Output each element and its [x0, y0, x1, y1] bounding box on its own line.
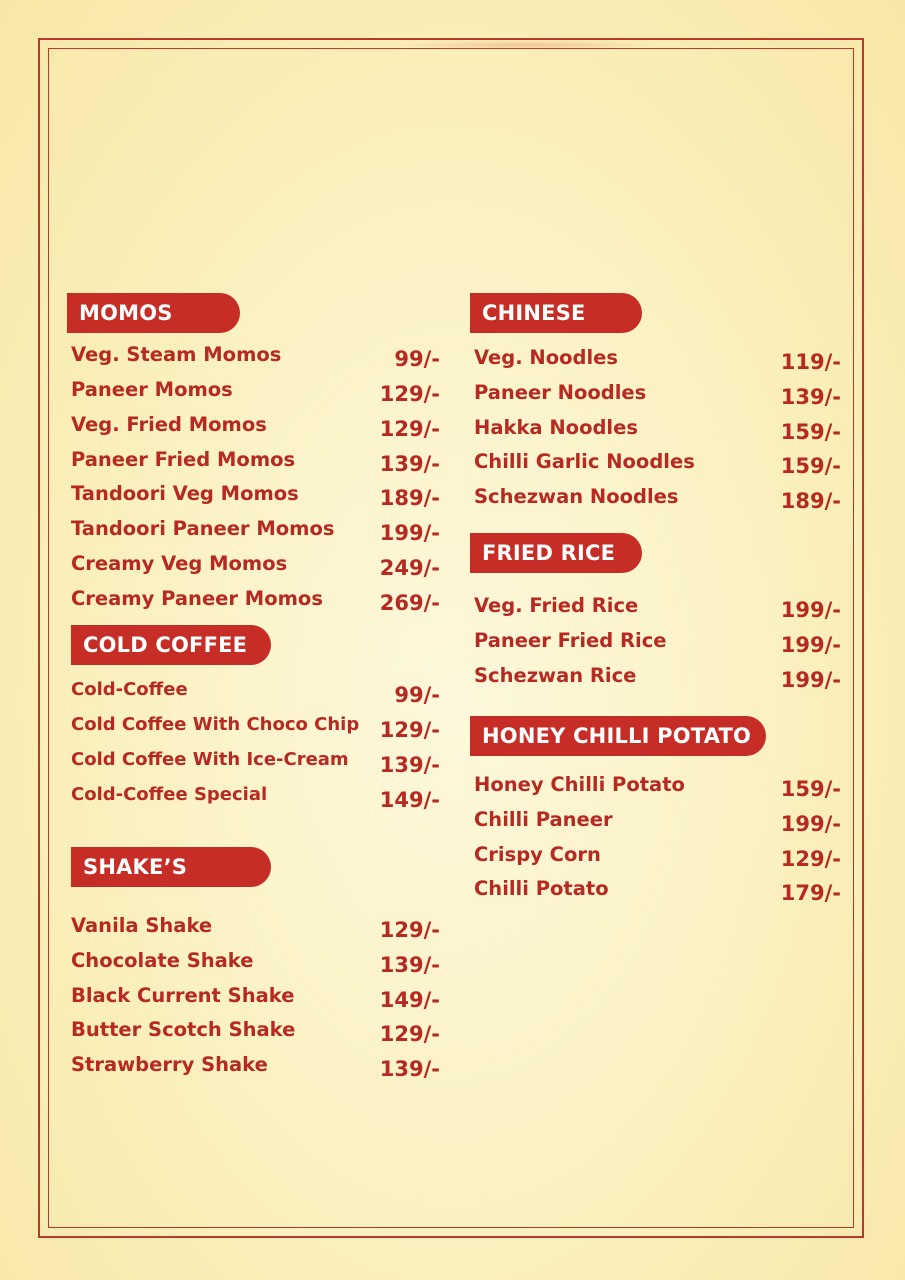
- list-item: [474, 448, 841, 482]
- section-header-chinese: CHINESE: [470, 293, 642, 333]
- item-price: 139/-: [379, 1057, 440, 1081]
- item-name: Chilli Potato: [474, 877, 609, 900]
- list-item: [71, 947, 440, 981]
- item-name: Chilli Paneer: [474, 808, 613, 831]
- list-item: [71, 1016, 440, 1050]
- item-name: Veg. Noodles: [474, 346, 618, 369]
- item-price: 199/-: [780, 633, 841, 657]
- list-item: [71, 712, 440, 746]
- section-header-momos: MOMOS: [67, 293, 240, 333]
- list-item: [71, 747, 440, 781]
- list-item: [474, 841, 841, 875]
- item-name: Tandoori Paneer Momos: [71, 517, 335, 540]
- item-price: 129/-: [379, 382, 440, 406]
- item-price: 269/-: [379, 591, 440, 615]
- list-item: [71, 912, 440, 946]
- item-name: Creamy Paneer Momos: [71, 587, 323, 610]
- list-item: [71, 341, 440, 375]
- item-price: 129/-: [379, 1022, 440, 1046]
- item-price: 139/-: [379, 753, 440, 777]
- item-price: 129/-: [379, 918, 440, 942]
- item-name: Creamy Veg Momos: [71, 552, 288, 575]
- item-price: 129/-: [780, 847, 841, 871]
- item-name: Schezwan Rice: [474, 664, 637, 687]
- item-price: 199/-: [780, 598, 841, 622]
- list-item: [474, 379, 841, 413]
- item-name: Hakka Noodles: [474, 416, 638, 439]
- item-name: Veg. Fried Rice: [474, 594, 639, 617]
- item-price: 159/-: [780, 777, 841, 801]
- list-item: [71, 1051, 440, 1085]
- item-name: Paneer Momos: [71, 378, 233, 401]
- item-name: Chilli Garlic Noodles: [474, 450, 695, 473]
- list-item: [474, 592, 841, 626]
- list-item: [71, 515, 440, 549]
- list-item: [474, 806, 841, 840]
- item-price: 99/-: [394, 683, 440, 707]
- list-item: [71, 480, 440, 514]
- item-name: Vanila Shake: [71, 914, 213, 937]
- item-price: 149/-: [379, 788, 440, 812]
- list-item: [71, 550, 440, 584]
- item-name: Black Current Shake: [71, 984, 295, 1007]
- list-item: [474, 662, 841, 696]
- item-name: Cold-Coffee: [71, 679, 188, 700]
- section-header-shakes: SHAKE’S: [71, 847, 271, 887]
- section-header-honey-chilli-potato: HONEY CHILLI POTATO: [470, 716, 766, 756]
- list-item: [474, 627, 841, 661]
- item-name: Paneer Fried Rice: [474, 629, 667, 652]
- item-price: 139/-: [379, 953, 440, 977]
- list-item: [474, 414, 841, 448]
- item-price: 139/-: [379, 452, 440, 476]
- item-price: 249/-: [379, 556, 440, 580]
- item-name: Paneer Fried Momos: [71, 448, 296, 471]
- item-name: Cold Coffee With Ice-Cream: [71, 749, 349, 770]
- item-price: 189/-: [379, 486, 440, 510]
- item-name: Crispy Corn: [474, 843, 601, 866]
- item-name: Schezwan Noodles: [474, 485, 679, 508]
- item-price: 99/-: [394, 347, 440, 371]
- section-header-cold-coffee: COLD COFFEE: [71, 625, 271, 665]
- list-item: [474, 483, 841, 517]
- item-name: Veg. Fried Momos: [71, 413, 267, 436]
- item-name: Tandoori Veg Momos: [71, 482, 299, 505]
- item-name: Cold Coffee With Choco Chip: [71, 714, 360, 735]
- item-price: 159/-: [780, 420, 841, 444]
- list-item: [71, 411, 440, 445]
- top-glow: [390, 40, 660, 50]
- item-price: 119/-: [780, 350, 841, 374]
- list-item: [71, 677, 440, 711]
- item-name: Cold-Coffee Special: [71, 784, 268, 805]
- item-name: Paneer Noodles: [474, 381, 647, 404]
- item-name: Strawberry Shake: [71, 1053, 268, 1076]
- item-price: 199/-: [379, 521, 440, 545]
- item-name: Veg. Steam Momos: [71, 343, 282, 366]
- list-item: [71, 376, 440, 410]
- item-price: 159/-: [780, 454, 841, 478]
- item-price: 179/-: [780, 881, 841, 905]
- list-item: [474, 875, 841, 909]
- list-item: [474, 771, 841, 805]
- item-price: 189/-: [780, 489, 841, 513]
- list-item: [71, 982, 440, 1016]
- section-header-fried-rice: FRIED RICE: [470, 533, 642, 573]
- item-price: 199/-: [780, 812, 841, 836]
- item-price: 199/-: [780, 668, 841, 692]
- list-item: [474, 344, 841, 378]
- item-name: Honey Chilli Potato: [474, 773, 685, 796]
- item-name: Chocolate Shake: [71, 949, 254, 972]
- item-price: 129/-: [379, 417, 440, 441]
- item-price: 129/-: [379, 718, 440, 742]
- list-item: [71, 585, 440, 619]
- list-item: [71, 782, 440, 816]
- item-price: 149/-: [379, 988, 440, 1012]
- list-item: [71, 446, 440, 480]
- item-price: 139/-: [780, 385, 841, 409]
- item-name: Butter Scotch Shake: [71, 1018, 296, 1041]
